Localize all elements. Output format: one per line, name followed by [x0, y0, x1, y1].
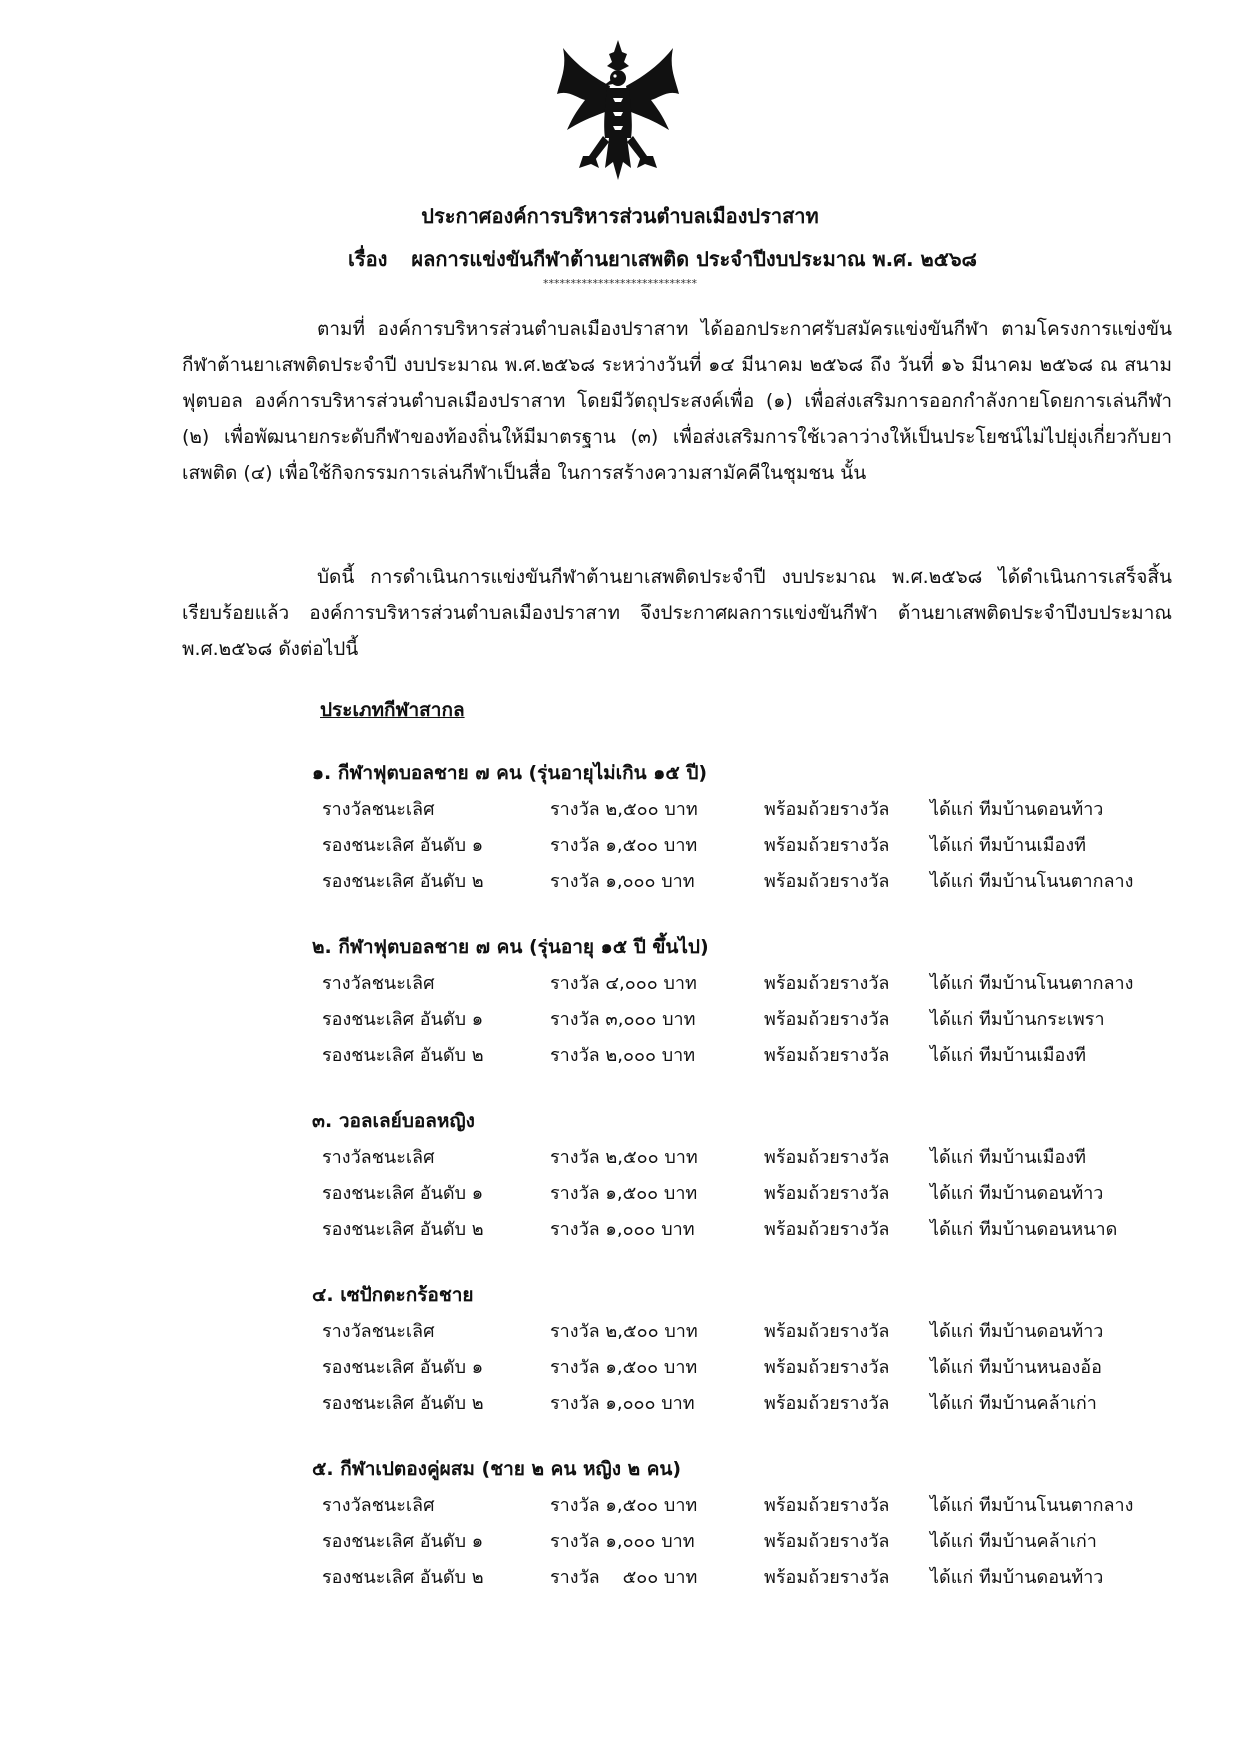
- winner: ได้แก่ ทีมบ้านกระเพรา: [930, 1009, 1105, 1030]
- rank: รองชนะเลิศ อันดับ ๑: [322, 1531, 484, 1552]
- winner: ได้แก่ ทีมบ้านหนองอ้อ: [930, 1357, 1102, 1378]
- winner: ได้แก่ ทีมบ้านดอนหนาด: [930, 1219, 1118, 1240]
- rank: รองชนะเลิศ อันดับ ๑: [322, 835, 484, 856]
- prize: รางวัล ๑,๕๐๐ บาท: [550, 835, 698, 856]
- winner: ได้แก่ ทีมบ้านคล้าเก่า: [930, 1393, 1097, 1414]
- result-row: [322, 1040, 1202, 1074]
- winner: ได้แก่ ทีมบ้านโนนตากลาง: [930, 1495, 1134, 1516]
- winner: ได้แก่ ทีมบ้านโนนตากลาง: [930, 871, 1134, 892]
- winner: ได้แก่ ทีมบ้านดอนท้าว: [930, 1183, 1104, 1204]
- winner: ได้แก่ ทีมบ้านเมืองที: [930, 1045, 1087, 1066]
- subject-text: ผลการแข่งขันกีฬาต้านยาเสพติด ประจำปีงบประมาณ พ.ศ. ๒๕๖๘: [411, 247, 977, 271]
- result-row: [322, 1526, 1202, 1560]
- prize: รางวัล ๑,๐๐๐ บาท: [550, 1531, 695, 1552]
- trophy: พร้อมถ้วยรางวัล: [764, 1393, 890, 1414]
- prize: รางวัล ๑,๕๐๐ บาท: [550, 1357, 698, 1378]
- rank: รองชนะเลิศ อันดับ ๒: [322, 1393, 484, 1414]
- prize: รางวัล ๑,๐๐๐ บาท: [550, 1393, 695, 1414]
- result-row: [322, 1352, 1202, 1386]
- rank: รองชนะเลิศ อันดับ ๑: [322, 1183, 484, 1204]
- trophy: พร้อมถ้วยรางวัล: [764, 1045, 890, 1066]
- trophy: พร้อมถ้วยรางวัล: [764, 1495, 890, 1516]
- winner: ได้แก่ ทีมบ้านดอนท้าว: [930, 1321, 1104, 1342]
- category-title: ๓. วอลเลย์บอลหญิง: [312, 1110, 475, 1132]
- trophy: พร้อมถ้วยรางวัล: [764, 973, 890, 994]
- result-row: [322, 1004, 1202, 1038]
- trophy: พร้อมถ้วยรางวัล: [764, 835, 890, 856]
- result-row: [322, 794, 1202, 828]
- category-title: ๒. กีฬาฟุตบอลชาย ๗ คน (รุ่นอายุ ๑๕ ปี ขึ้นไป): [312, 936, 709, 958]
- paragraph-announcement-text: บัดนี้ การดำเนินการแข่งขันกีฬาต้านยาเสพติดประจำปี งบประมาณ พ.ศ.๒๕๖๘ ได้ดำเนินการเสร็จสิ้นเรียบร้อยแล้ว องค์การบริหารส่วนตำบลเมืองปราสาท จึงประกาศผลการแข่งขันกีฬา ต้านยาเสพติดประจำปีงบประมาณ พ.ศ.๒๕๖๘ ดังต่อไปนี้: [182, 566, 1172, 660]
- trophy: พร้อมถ้วยรางวัล: [764, 1009, 890, 1030]
- rank: รองชนะเลิศ อันดับ ๑: [322, 1357, 484, 1378]
- result-row: [322, 1214, 1202, 1248]
- prize: รางวัล ๒,๐๐๐ บาท: [550, 1045, 696, 1066]
- category-title: ๕. กีฬาเปตองคู่ผสม (ชาย ๒ คน หญิง ๒ คน): [312, 1458, 682, 1480]
- rank: รางวัลชนะเลิศ: [322, 1495, 435, 1516]
- rank: รางวัลชนะเลิศ: [322, 799, 435, 820]
- rank: รองชนะเลิศ อันดับ ๒: [322, 1219, 484, 1240]
- subject-line: [348, 243, 977, 275]
- trophy: พร้อมถ้วยรางวัล: [764, 871, 890, 892]
- rank: รองชนะเลิศ อันดับ ๑: [322, 1009, 484, 1030]
- result-row: [322, 1490, 1202, 1524]
- rank: รางวัลชนะเลิศ: [322, 1147, 435, 1168]
- winner: ได้แก่ ทีมบ้านเมืองที: [930, 1147, 1087, 1168]
- prize: รางวัล ๒,๕๐๐ บาท: [550, 1147, 698, 1168]
- prize: รางวัล ๕๐๐ บาท: [550, 1567, 698, 1588]
- prize: รางวัล ๓,๐๐๐ บาท: [550, 1009, 696, 1030]
- trophy: พร้อมถ้วยรางวัล: [764, 1321, 890, 1342]
- result-row: [322, 968, 1202, 1002]
- section-title: ประเภทกีฬาสากล: [320, 699, 465, 721]
- result-row: [322, 1178, 1202, 1212]
- paragraph-intro-text: ตามที่ องค์การบริหารส่วนตำบลเมืองปราสาท ได้ออกประกาศรับสมัครแข่งขันกีฬา ตามโครงการแข่งขันกีฬาต้านยาเสพติดประจำปี งบประมาณ พ.ศ.๒๕๖๘ ระหว่างวันที่ ๑๔ มีนาคม ๒๕๖๘ ถึง วันที่ ๑๖ มีนาคม ๒๕๖๘ ณ สนามฟุตบอล องค์การบริหารส่วนตำบลเมืองปราสาท โดยมีวัตถุประสงค์เพื่อ (๑) เพื่อส่งเสริมการออกกำลังกายโดยการเล่นกีฬา (๒) เพื่อพัฒนายกระดับกีฬาของท้องถิ่นให้มีมาตรฐาน (๓) เพื่อส่งเสริมการใช้เวลาว่างให้เป็นประโยชน์ไม่ไปยุ่งเกี่ยวกับยาเสพติด (๔) เพื่อใช้กิจกรรมการเล่นกีฬาเป็นสื่อ ในการสร้างความสามัคคีในชุมชน นั้น: [182, 318, 1172, 484]
- rank: รองชนะเลิศ อันดับ ๒: [322, 1567, 484, 1588]
- category-title: ๔. เซปักตะกร้อชาย: [312, 1284, 474, 1306]
- result-row: [322, 1316, 1202, 1350]
- trophy: พร้อมถ้วยรางวัล: [764, 1183, 890, 1204]
- winner: ได้แก่ ทีมบ้านเมืองที: [930, 835, 1087, 856]
- prize: รางวัล ๒,๕๐๐ บาท: [550, 1321, 698, 1342]
- prize: รางวัล ๑,๕๐๐ บาท: [550, 1183, 698, 1204]
- trophy: พร้อมถ้วยรางวัล: [764, 1567, 890, 1588]
- result-row: [322, 1388, 1202, 1422]
- winner: ได้แก่ ทีมบ้านโนนตากลาง: [930, 973, 1134, 994]
- separator: ****************************: [543, 277, 697, 290]
- trophy: พร้อมถ้วยรางวัล: [764, 1147, 890, 1168]
- result-row: [322, 1142, 1202, 1176]
- rank: รางวัลชนะเลิศ: [322, 973, 435, 994]
- prize: รางวัล ๑,๕๐๐ บาท: [550, 1495, 698, 1516]
- trophy: พร้อมถ้วยรางวัล: [764, 1531, 890, 1552]
- result-row: [322, 830, 1202, 864]
- trophy: พร้อมถ้วยรางวัล: [764, 799, 890, 820]
- category-title: ๑. กีฬาฟุตบอลชาย ๗ คน (รุ่นอายุไม่เกิน ๑๕ ปี): [312, 762, 708, 784]
- prize: รางวัล ๑,๐๐๐ บาท: [550, 1219, 695, 1240]
- paragraph-intro: [182, 311, 1172, 491]
- winner: ได้แก่ ทีมบ้านคล้าเก่า: [930, 1531, 1097, 1552]
- result-row: [322, 866, 1202, 900]
- result-row: [322, 1562, 1202, 1596]
- paragraph-announcement: [182, 559, 1172, 667]
- winner: ได้แก่ ทีมบ้านดอนท้าว: [930, 1567, 1104, 1588]
- prize: รางวัล ๒,๕๐๐ บาท: [550, 799, 698, 820]
- winner: ได้แก่ ทีมบ้านดอนท้าว: [930, 799, 1104, 820]
- trophy: พร้อมถ้วยรางวัล: [764, 1357, 890, 1378]
- prize: รางวัล ๔,๐๐๐ บาท: [550, 973, 697, 994]
- rank: รองชนะเลิศ อันดับ ๒: [322, 1045, 484, 1066]
- rank: รางวัลชนะเลิศ: [322, 1321, 435, 1342]
- rank: รองชนะเลิศ อันดับ ๒: [322, 871, 484, 892]
- announcement-title: ประกาศองค์การบริหารส่วนตำบลเมืองปราสาท: [421, 204, 819, 228]
- garuda-emblem-icon: [555, 38, 681, 184]
- subject-label: เรื่อง: [348, 247, 388, 271]
- trophy: พร้อมถ้วยรางวัล: [764, 1219, 890, 1240]
- prize: รางวัล ๑,๐๐๐ บาท: [550, 871, 695, 892]
